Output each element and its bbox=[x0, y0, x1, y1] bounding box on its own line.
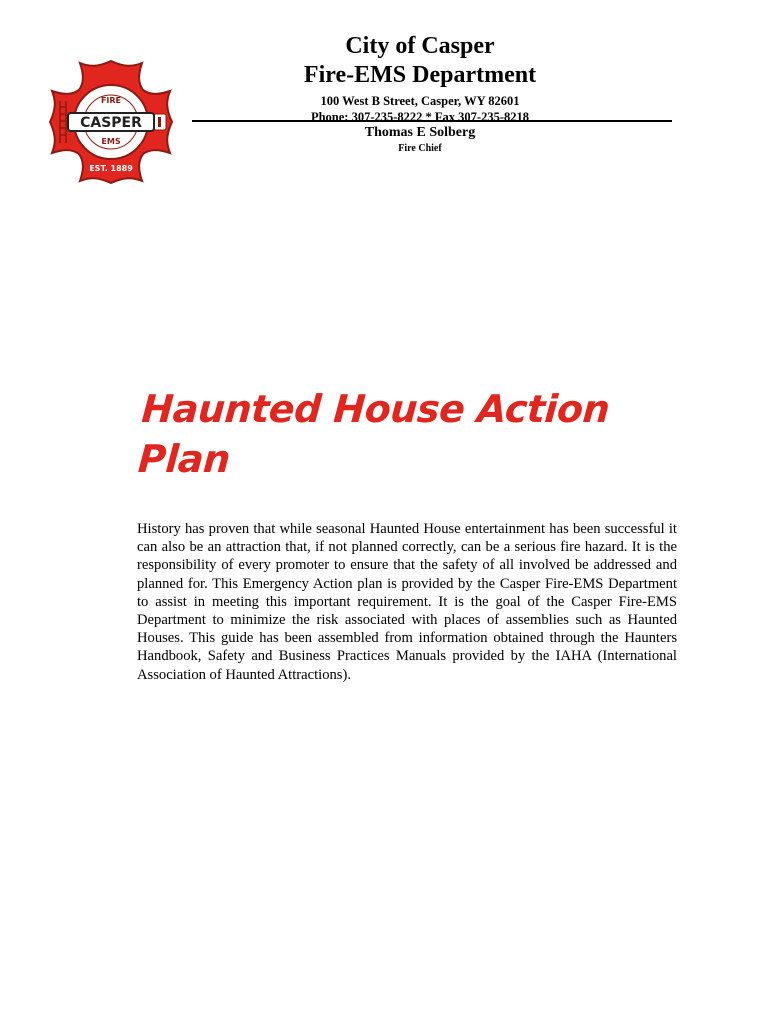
logo-center-text: CASPER bbox=[80, 115, 142, 131]
letterhead bbox=[230, 32, 610, 125]
logo-bottom-text: EMS bbox=[101, 137, 121, 146]
chief-name: Thomas E Solberg bbox=[364, 125, 476, 140]
chief-title: Fire Chief bbox=[398, 143, 442, 154]
document-title: Haunted House Action Plan bbox=[136, 387, 611, 481]
fire-department-logo bbox=[46, 57, 176, 187]
intro-paragraph: History has proven that while seasonal Haunted House entertainment has been successful it can also be an attraction that, if not planned correctly, can be a serious fire hazard. It is the responsibility of every promoter to ensure that the safety of all involved be addressed and planned for. This Emergency Action plan is provided by the Casper Fire-EMS Department to assist in meeting this important requirement. It is the goal of the Casper Fire-EMS Department to minimize the risk associated with places of assemblies such as Haunted Houses. This guide has been assembled from information obtained through the Haunters Handbook, Safety and Business Practices Manuals provided by the IAHA (International Association of Haunted Attractions). bbox=[137, 521, 677, 683]
logo-top-text: FIRE bbox=[100, 96, 122, 105]
department-name: Fire-EMS Department bbox=[303, 62, 537, 88]
chief-block bbox=[230, 124, 610, 156]
department-address: 100 West B Street, Casper, WY 82601 bbox=[320, 94, 520, 108]
letterhead-divider bbox=[192, 120, 672, 122]
city-name: City of Casper bbox=[345, 33, 495, 59]
department-phone: Phone: 307-235-8222 * Fax 307-235-8218 bbox=[310, 110, 530, 124]
logo-established-text: EST. 1889 bbox=[89, 164, 133, 173]
maltese-cross-icon bbox=[46, 57, 176, 187]
